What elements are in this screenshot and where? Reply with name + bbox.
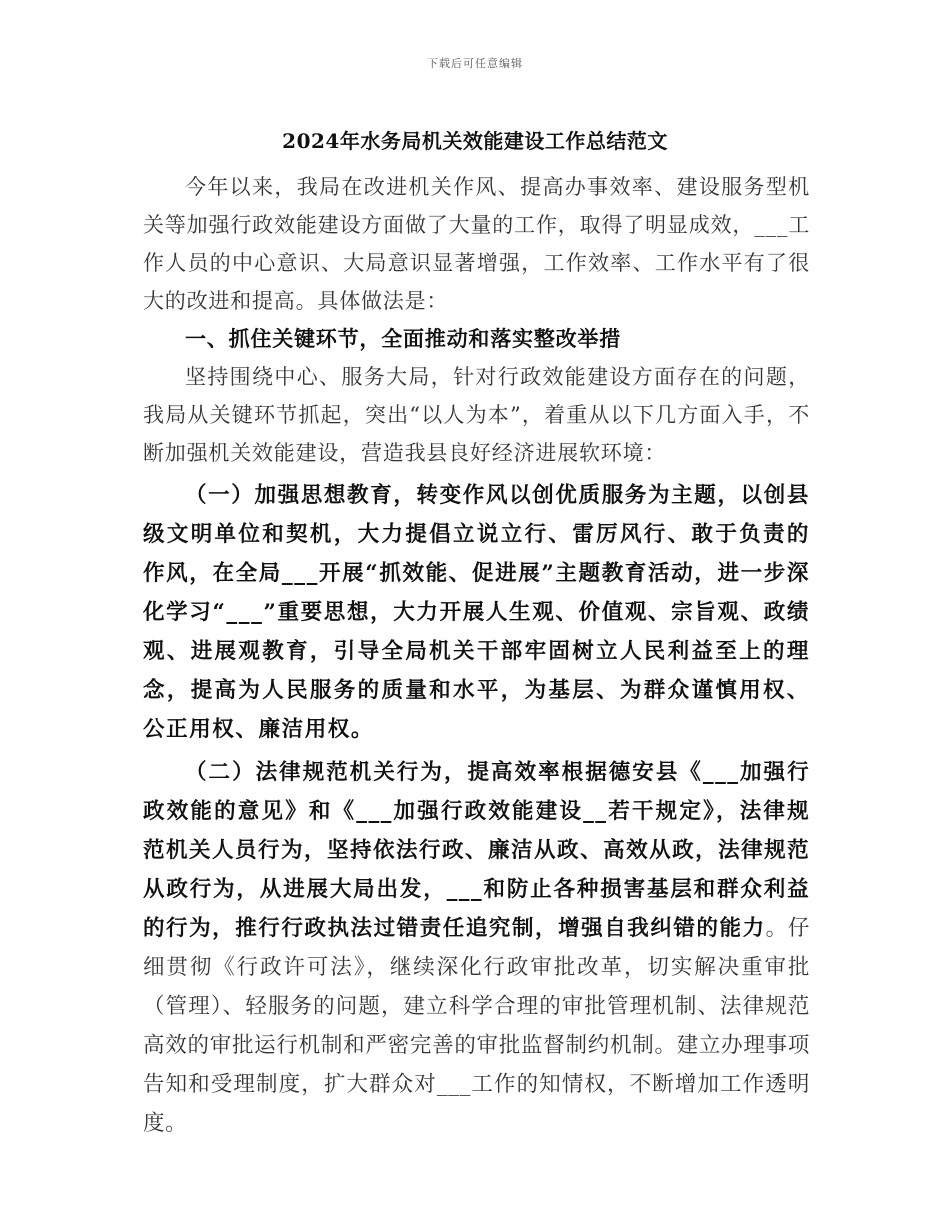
document-title: 2024年水务局机关效能建设工作总结范文 — [282, 129, 668, 153]
item-2-normal-text: 。仔细贯彻《行政许可法》，继续深化行政审批改革，切实解决重审批（管理）、轻服务的问题，建立科学合理的审批管理机制、法律规范高效的审批运行机制和严密完善的审批监督制约机制。建立办理事项告知和受理制度，扩大群众对___工作的知情权，不断增加工作透明度。 — [143, 916, 811, 1136]
intro-paragraph: 今年以来，我局在改进机关作风、提高办事效率、建设服务型机关等加强行政效能建设方面做了大量的工作，取得了明显成效，___工作人员的中心意识、大局意识显著增强，工作效率、工作水平有了很大的改进和提高。具体做法是： — [143, 175, 810, 313]
item-1-paragraph: （一）加强思想教育，转变作风以创优质服务为主题，以创县级文明单位和契机，大力提倡立说立行、雷厉风行、敢于负责的作风，在全局___开展“抓效能、促进展”主题教育活动，进一步深化学习“___”重要思想，大力开展人生观、价值观、宗旨观、政绩观、进展观教育，引导全局机关干部牢固树立人民利益至上的理念，提高为人民服务的质量和水平，为基层、为群众谨慎用权、公正用权、廉洁用权。 — [143, 483, 810, 742]
item-2-paragraph — [143, 753, 810, 1143]
section-heading-1: 一、抓住关键环节，全面推动和落实整改举措 — [185, 326, 621, 351]
page-header: 下载后可任意编辑 — [427, 57, 523, 70]
item-2-bold-text: （二）法律规范机关行为，提高效率根据德安县《___加强行政效能的意见》和《___加强行政效能建设__若干规定》，法律规范机关人员行为，坚持依法行政、廉洁从政、高效从政，法律规范从政行为，从进展大局出发，___和防止各种损害基层和群众利益的行为，推行行政执法过错责任追究制，增强自我纠错的能力 — [143, 760, 810, 941]
section-1-paragraph: 坚持围绕中心、服务大局，针对行政效能建设方面存在的问题，我局从关键环节抓起，突出“以人为本”，着重从以下几方面入手，不断加强机关效能建设，营造我县良好经济进展软环境： — [143, 365, 810, 465]
document-body — [143, 168, 810, 1143]
